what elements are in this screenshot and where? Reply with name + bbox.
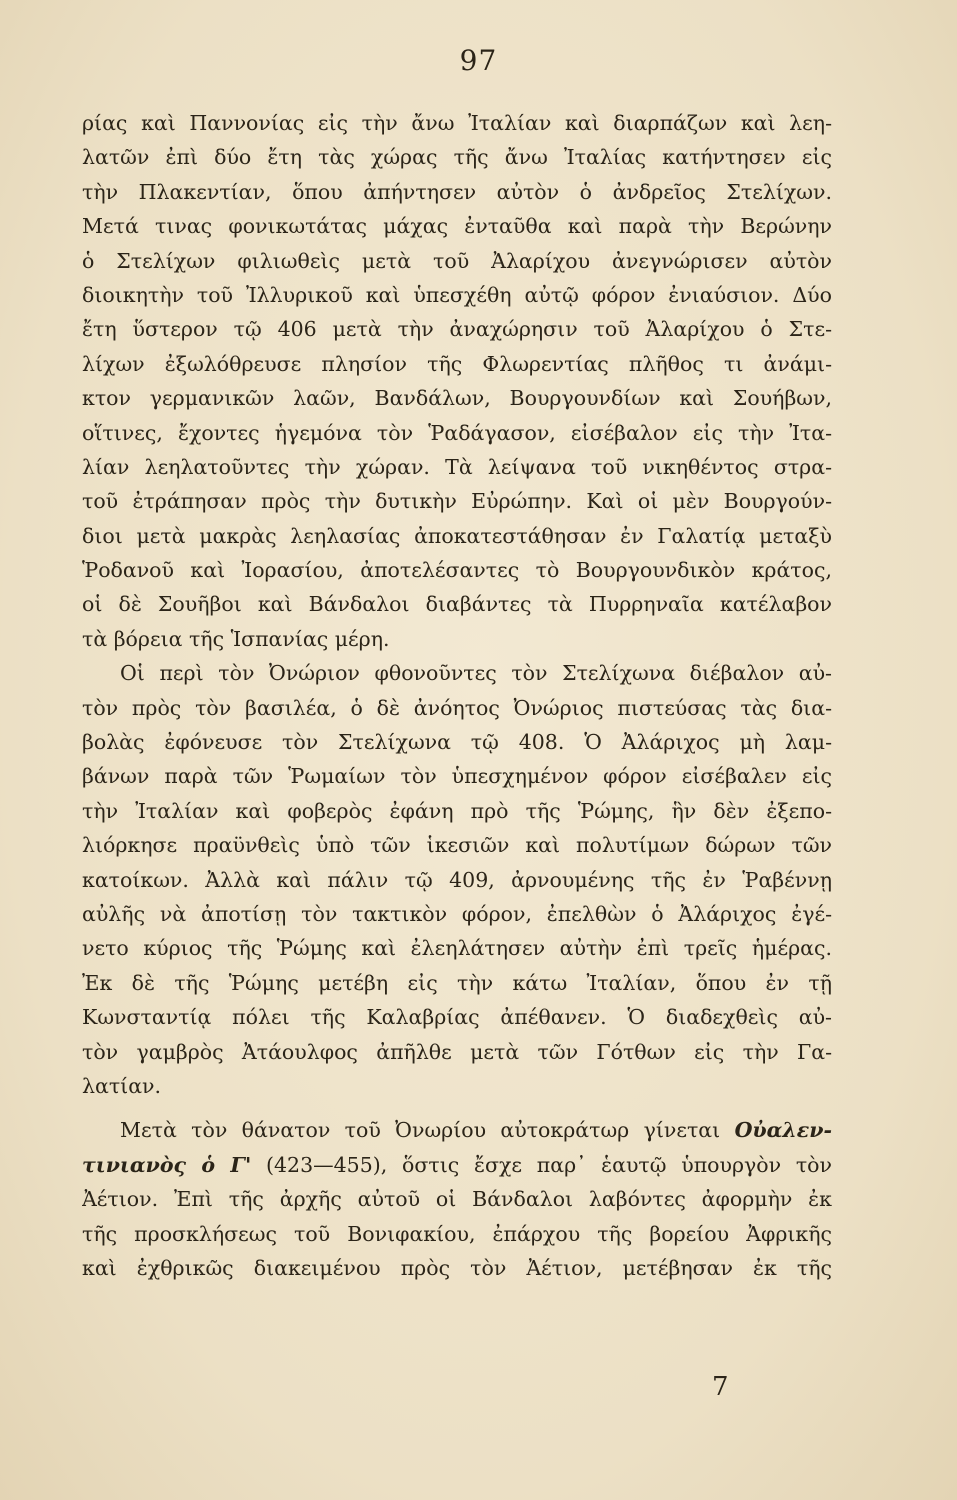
text-line: Μετά τινας φονικωτάτας μάχας ἐνταῦθα καὶ παρὰ τὴν Βερώνην [82,214,832,239]
text-line: καὶ ἐχθρικῶς διακειμένου πρὸς τὸν Ἀέτιον, μετέβησαν ἐκ τῆς [82,1255,832,1280]
text-line: τὸν γαμβρὸς Ἀτάουλφος ἀπῆλθε μετὰ τῶν Γότθων εἰς τὴν Γα- [82,1039,832,1064]
text-line: λίαν λεηλατοῦντες τὴν χώραν. Τὰ λείψανα τοῦ νικηθέντος στρα- [82,454,832,479]
text-line: λίχων ἐξωλόθρευσε πλησίον τῆς Φλωρεντίας πλῆθος τι ἀνάμι- [82,351,832,376]
text-line: αὐλῆς νὰ ἀποτίσῃ τὸν τακτικὸν φόρον, ἐπελθὼν ὁ Ἀλάριχος ἐγέ- [82,901,832,926]
text-line: τὴν Ἰταλίαν καὶ φοβερὸς ἐφάνη πρὸ τῆς Ῥώμης, ἣν δὲν ἐξεπο- [82,798,832,823]
text-line: διοικητὴν τοῦ Ἰλλυρικοῦ καὶ ὑπεσχέθη αὐτῷ φόρον ἐνιαύσιον. Δύο [82,282,832,307]
text-line: Κωνσταντίᾳ πόλει τῆς Καλαβρίας ἀπέθανεν. Ὁ διαδεχθεὶς αὐ- [82,1005,832,1030]
text-line: βολὰς ἐφόνευσε τὸν Στελίχωνα τῷ 408. Ὁ Ἀλάριχος μὴ λαμ- [82,730,832,755]
text-line: τὰ βόρεια τῆς Ἱσπανίας μέρη. [82,626,390,651]
text-line: κτον γερμανικῶν λαῶν, Βανδάλων, Βουργουνδίων καὶ Σουήβων, [82,386,832,411]
text-line: τοῦ ἐτράπησαν πρὸς τὴν δυτικὴν Εὐρώπην. Καὶ οἱ μὲν Βουργούν- [82,489,832,514]
text-line: κατοίκων. Ἀλλὰ καὶ πάλιν τῷ 409, ἀρνουμένης τῆς ἐν Ῥαβέννῃ [82,867,832,892]
text-line: νετο κύριος τῆς Ῥώμης καὶ ἐλεηλάτησεν αὐτὴν ἐπὶ τρεῖς ἡμέρας. [82,936,832,961]
body-text [82,106,832,1285]
emperor-name-part: Οὐαλεν- [734,1118,832,1143]
text-line: ὁ Στελίχων φιλιωθεὶς μετὰ τοῦ Ἀλαρίχου ἀνεγνώρισεν αὐτὸν [82,248,832,273]
text-line: βάνων παρὰ τῶν Ῥωμαίων τὸν ὑπεσχημένον φόρον εἰσέβαλεν εἰς [82,764,832,789]
signature-mark: 7 [712,1372,729,1402]
text-line: λιόρκησε πραϋνθεὶς ὑπὸ τῶν ἱκεσιῶν καὶ πολυτίμων δώρων τῶν [82,833,832,858]
text-line: τὸν πρὸς τὸν βασιλέα, ὁ δὲ ἀνόητος Ὀνώριος πιστεύσας τὰς δια- [82,695,832,720]
text-line [82,1113,832,1147]
text-line: ρίας καὶ Παννονίας εἰς τὴν ἄνω Ἰταλίαν καὶ διαρπάζων καὶ λεη- [82,111,832,135]
text-line: Ῥοδανοῦ καὶ Ἰορασίου, ἀποτελέσαντες τὸ Βουργουνδικὸν κράτος, [82,558,832,583]
text-line: Ἀέτιον. Ἐπὶ τῆς ἀρχῆς αὐτοῦ οἱ Βάνδαλοι λαβόντες ἀφορμὴν ἐκ [82,1187,832,1212]
text-line: οἱ δὲ Σουῆβοι καὶ Βάνδαλοι διαβάντες τὰ Πυρρηναῖα κατέλαβον [82,592,832,617]
emperor-name-part: τινιανὸς ὁ Γ' [82,1152,252,1177]
text-line: τὴν Πλακεντίαν, ὅπου ἀπήντησεν αὐτὸν ὁ ἀνδρεῖος Στελίχων. [82,179,832,204]
text-line: τῆς προσκλήσεως τοῦ Βονιφακίου, ἐπάρχου τῆς βορείου Ἀφρικῆς [82,1221,832,1246]
text-line: λατίαν. [82,1073,162,1098]
text-line: Οἱ περὶ τὸν Ὀνώριον φθονοῦντες τὸν Στελίχωνα διέβαλον αὐ- [120,661,832,686]
text-line: διοι μετὰ μακρὰς λεηλασίας ἀποκατεστάθησαν ἐν Γαλατίᾳ μεταξὺ [82,523,832,548]
text-span: Μετὰ τὸν θάνατον τοῦ Ὀνωρίου αὐτοκράτωρ γίνεται [120,1118,721,1143]
page-number: 97 [459,44,498,77]
text-line: ἔτη ὕστερον τῷ 406 μετὰ τὴν ἀναχώρησιν τοῦ Ἀλαρίχου ὁ Στε- [82,317,832,342]
text-line: Ἐκ δὲ τῆς Ῥώμης μετέβη εἰς τὴν κάτω Ἰταλίαν, ὅπου ἐν τῇ [82,970,832,995]
text-line: λατῶν ἐπὶ δύο ἔτη τὰς χώρας τῆς ἄνω Ἰταλίας κατήντησεν εἰς [82,145,832,170]
text-line: οἵτινες, ἔχοντες ἡγεμόνα τὸν Ῥαδάγασον, εἰσέβαλον εἰς τὴν Ἰτα- [82,420,832,445]
text-line [82,1148,832,1182]
text-span: (423—455), ὅστις ἔσχε παρ᾿ ἑαυτῷ ὑπουργὸν τὸν [266,1152,832,1177]
